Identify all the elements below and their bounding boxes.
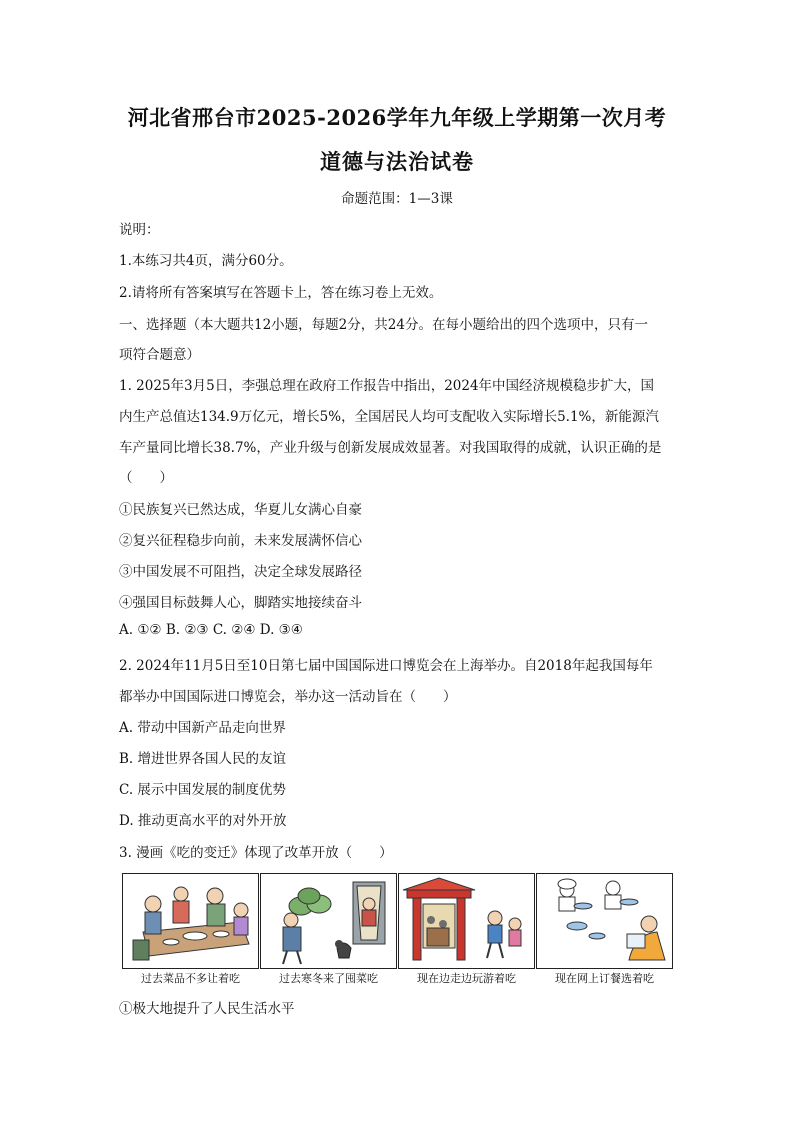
q3-statement-1: ①极大地提升了人民生活水平 xyxy=(119,1001,295,1017)
q2-option-c: C. 展示中国发展的制度优势 xyxy=(119,782,286,798)
q1-choices: A. ①② B. ②③ C. ②④ D. ③④ xyxy=(119,622,303,638)
q1-stem-line4: （ ） xyxy=(119,470,173,486)
q1-statement-4: ④强国目标鼓舞人心，脚踏实地接续奋斗 xyxy=(119,595,362,611)
exam-subject-title: 道德与法治试卷 xyxy=(320,149,474,174)
comic-panel-4 xyxy=(536,873,673,969)
comic-caption-3: 现在边走边玩游着吃 xyxy=(417,972,516,985)
section-heading: 一、选择题（本大题共12小题，每题2分，共24分。在每小题给出的四个选项中，只有一 xyxy=(119,317,648,333)
q2-stem-line2: 都举办中国国际进口博览会，举办这一活动旨在（ ） xyxy=(119,689,457,705)
q2-option-d: D. 推动更高水平的对外开放 xyxy=(119,813,287,829)
q1-stem-line3: 车产量同比增长38.7%，产业升级与创新发展成效显著。对我国取得的成就，认识正确的是 xyxy=(119,440,662,456)
q1-statement-1: ①民族复兴已然达成，华夏儿女满心自豪 xyxy=(119,502,362,518)
q2-option-a: A. 带动中国新产品走向世界 xyxy=(119,720,286,736)
exam-scope: 命题范围：1—3课 xyxy=(341,191,453,207)
q1-stem-line1: 1. 2025年3月5日，李强总理在政府工作报告中指出，2024年中国经济规模稳步扩大，国 xyxy=(119,378,655,394)
section-heading-cont: 项符合题意） xyxy=(119,347,200,363)
q1-statement-3: ③中国发展不可阻挡，决定全球发展路径 xyxy=(119,564,362,580)
comic-caption-1: 过去菜品不多让着吃 xyxy=(141,972,240,985)
family-dinner-illustration xyxy=(123,874,258,968)
comic-caption-2: 过去寒冬来了囤菜吃 xyxy=(279,972,378,985)
comic-panel-2 xyxy=(260,873,397,969)
notes-item-2: 2.请将所有答案填写在答题卡上，答在练习卷上无效。 xyxy=(119,285,443,301)
q2-option-b: B. 增进世界各国人民的友谊 xyxy=(119,751,287,767)
q2-stem-line1: 2. 2024年11月5日至10日第七届中国国际进口博览会在上海举办。自2018年起我国每年 xyxy=(119,658,653,674)
winter-cabbage-illustration xyxy=(261,874,396,968)
comic-caption-4: 现在网上订餐选着吃 xyxy=(555,972,654,985)
notes-label: 说明： xyxy=(119,222,160,238)
online-ordering-illustration xyxy=(537,874,672,968)
q1-statement-2: ②复兴征程稳步向前，未来发展满怀信心 xyxy=(119,533,362,549)
q3-stem: 3. 漫画《吃的变迁》体现了改革开放（ ） xyxy=(119,845,393,861)
comic-strip xyxy=(122,873,672,985)
comic-panel-3 xyxy=(398,873,535,969)
exam-title: 河北省邢台市2025-2026学年九年级上学期第一次月考 xyxy=(127,105,667,130)
q1-stem-line2: 内生产总值达134.9万亿元，增长5%，全国居民人均可支配收入实际增长5.1%，新能源汽 xyxy=(119,409,659,425)
notes-item-1: 1.本练习共4页，满分60分。 xyxy=(119,253,293,269)
comic-panel-1 xyxy=(122,873,259,969)
food-street-illustration xyxy=(399,874,534,968)
